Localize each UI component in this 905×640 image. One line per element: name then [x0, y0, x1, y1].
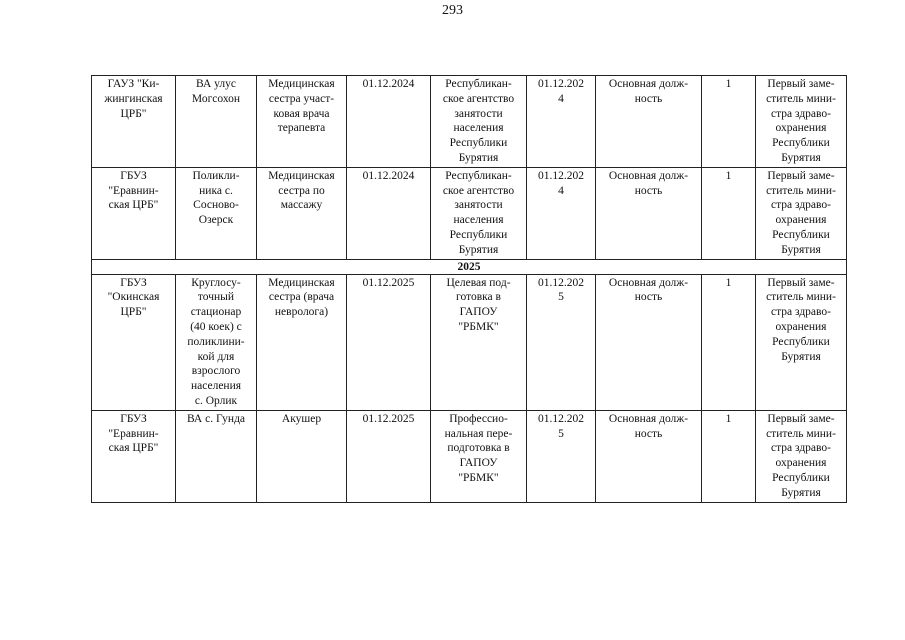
position-cell: Медицинская сестра участ- ковая врача терапевта: [257, 76, 347, 168]
unit-cell: Поликли- ника с. Сосново- Озерск: [176, 167, 257, 259]
employment-type-cell: Основная долж- ность: [596, 274, 702, 410]
year-row: [92, 259, 847, 274]
position-cell: Медицинская сестра по массажу: [257, 167, 347, 259]
organization-cell: ГБУЗ "Окинская ЦРБ": [92, 274, 176, 410]
count-cell: 1: [702, 167, 756, 259]
unit-cell: Круглосу- точный стационар (40 коек) с поликлини- кой для взрослого населения с. Орлик: [176, 274, 257, 410]
responsible-cell: Первый заме- ститель мини- стра здраво- охранения Республики Бурятия: [756, 167, 847, 259]
year-heading: 2025: [92, 259, 847, 274]
count-cell: 1: [702, 410, 756, 502]
employment-type-cell: Основная долж- ность: [596, 410, 702, 502]
table-row: [92, 410, 847, 502]
employment-type-cell: Основная долж- ность: [596, 76, 702, 168]
date-cell: 01.12.2025: [347, 410, 431, 502]
count-cell: 1: [702, 76, 756, 168]
date-cell: 01.12.2024: [347, 76, 431, 168]
date-cell: 01.12.202 5: [527, 274, 596, 410]
unit-cell: ВА улус Могсохон: [176, 76, 257, 168]
page-number: 293: [442, 3, 463, 18]
responsible-cell: Первый заме- ститель мини- стра здраво- охранения Республики Бурятия: [756, 410, 847, 502]
unit-cell: ВА с. Гунда: [176, 410, 257, 502]
count-cell: 1: [702, 274, 756, 410]
organization-cell: ГБУЗ "Еравнин- ская ЦРБ": [92, 410, 176, 502]
responsible-cell: Первый заме- ститель мини- стра здраво- охранения Республики Бурятия: [756, 76, 847, 168]
responsible-cell: Первый заме- ститель мини- стра здраво- охранения Республики Бурятия: [756, 274, 847, 410]
table-row: [92, 274, 847, 410]
staffing-table: [91, 75, 847, 503]
table-row: [92, 76, 847, 168]
source-cell: Республикан- ское агентство занятости населения Республики Бурятия: [431, 167, 527, 259]
organization-cell: ГБУЗ "Еравнин- ская ЦРБ": [92, 167, 176, 259]
date-cell: 01.12.202 5: [527, 410, 596, 502]
date-cell: 01.12.202 4: [527, 167, 596, 259]
source-cell: Республикан- ское агентство занятости населения Республики Бурятия: [431, 76, 527, 168]
date-cell: 01.12.2024: [347, 167, 431, 259]
date-cell: 01.12.202 4: [527, 76, 596, 168]
organization-cell: ГАУЗ "Ки- жингинская ЦРБ": [92, 76, 176, 168]
source-cell: Целевая под- готовка в ГАПОУ "РБМК": [431, 274, 527, 410]
employment-type-cell: Основная долж- ность: [596, 167, 702, 259]
position-cell: Медицинская сестра (врача невролога): [257, 274, 347, 410]
position-cell: Акушер: [257, 410, 347, 502]
date-cell: 01.12.2025: [347, 274, 431, 410]
source-cell: Профессио- нальная пере- подготовка в ГАПОУ "РБМК": [431, 410, 527, 502]
table-row: [92, 167, 847, 259]
